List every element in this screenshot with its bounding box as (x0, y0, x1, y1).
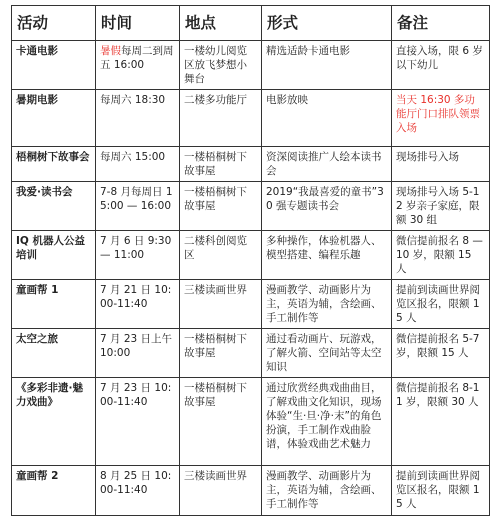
activity-table (11, 5, 490, 516)
table-row (12, 147, 490, 182)
table-row (12, 329, 490, 378)
activity-form: 2019“我最喜爱的童书”30 强专题读书会 (262, 182, 392, 231)
table-row (12, 231, 490, 280)
activity-form: 通过欣赏经典戏曲曲目，了解戏曲文化知识，现场体验“生·旦·净·末”的角色扮演，手工制作戏曲脸谱，体验戏曲艺术魅力 (262, 378, 392, 466)
time-highlight: 暑假 (100, 45, 121, 57)
activity-note: 现场排号入场 (392, 147, 490, 182)
activity-time: 8 月 25 日 10:00-11:40 (96, 466, 180, 516)
activity-place: 一楼梧桐树下故事屋 (180, 378, 262, 466)
header-place: 地点 (180, 6, 262, 41)
activity-time: 每周六 15:00 (96, 147, 180, 182)
table-row (12, 90, 490, 147)
table-row (12, 280, 490, 329)
activity-place: 一楼梧桐树下故事屋 (180, 182, 262, 231)
note-highlight: 当天 16:30 多功能厅门口排队领票入场 (396, 94, 480, 134)
header-form: 形式 (262, 6, 392, 41)
activity-form: 漫画教学、动画影片为主，英语为辅，含绘画、手工制作等 (262, 280, 392, 329)
activity-note: 现场排号入场 5-12 岁亲子家庭，限额 30 组 (392, 182, 490, 231)
activity-name: 梧桐树下故事会 (12, 147, 96, 182)
activity-place: 三楼读画世界 (180, 280, 262, 329)
activity-time: 7 月 23 日上午 10:00 (96, 329, 180, 378)
activity-time: 每周六 18:30 (96, 90, 180, 147)
activity-place: 二楼科创阅览区 (180, 231, 262, 280)
activity-time: 7 月 6 日 9:30 — 11:00 (96, 231, 180, 280)
activity-name: 太空之旅 (12, 329, 96, 378)
activity-form: 多种操作，体验机器人、模型搭建、编程乐趣 (262, 231, 392, 280)
activity-place: 三楼读画世界 (180, 466, 262, 516)
activity-name: IQ 机器人公益培训 (12, 231, 96, 280)
activity-note: 微信提前报名 8 — 10 岁，限额 15 人 (392, 231, 490, 280)
activity-name: 卡通电影 (12, 41, 96, 90)
activity-name: 《多彩非遗·魅力戏曲》 (12, 378, 96, 466)
activity-form: 通过看动画片、玩游戏，了解火箭、空间站等太空知识 (262, 329, 392, 378)
activity-note: 微信提前报名 8-11 岁，限额 30 人 (392, 378, 490, 466)
activity-form: 漫画教学、动画影片为主，英语为辅，含绘画、手工制作等 (262, 466, 392, 516)
activity-place: 二楼多功能厅 (180, 90, 262, 147)
activity-name: 童画帮 2 (12, 466, 96, 516)
activity-time: 7 月 23 日 10:00-11:40 (96, 378, 180, 466)
activity-place: 一楼梧桐树下故事屋 (180, 147, 262, 182)
table-row (12, 378, 490, 466)
activity-time: 7-8 月每周日 15:00 — 16:00 (96, 182, 180, 231)
activity-form: 精选适龄卡通电影 (262, 41, 392, 90)
activity-note: 直接入场，限 6 岁以下幼儿 (392, 41, 490, 90)
activity-note: 提前到读画世界阅览区报名，限额 15 人 (392, 466, 490, 516)
activity-note: 微信提前报名 5-7 岁，限额 15 人 (392, 329, 490, 378)
activity-place: 一楼幼儿阅览区放飞梦想小舞台 (180, 41, 262, 90)
activity-name: 暑期电影 (12, 90, 96, 147)
activity-form: 资深阅读推广人绘本读书会 (262, 147, 392, 182)
time-text: 每周二到周五 16:00 (100, 45, 174, 71)
header-time: 时间 (96, 6, 180, 41)
header-activity: 活动 (12, 6, 96, 41)
table-row (12, 41, 490, 90)
activity-note: 提前到读画世界阅览区报名，限额 15 人 (392, 280, 490, 329)
activity-form: 电影放映 (262, 90, 392, 147)
activity-time: 7 月 21 日 10:00-11:40 (96, 280, 180, 329)
header-note: 备注 (392, 6, 490, 41)
table-row (12, 182, 490, 231)
activity-place: 一楼梧桐树下故事屋 (180, 329, 262, 378)
activity-note (392, 90, 490, 147)
activity-name: 我爱·读书会 (12, 182, 96, 231)
activity-name: 童画帮 1 (12, 280, 96, 329)
activity-time (96, 41, 180, 90)
table-row (12, 466, 490, 516)
table-header-row (12, 6, 490, 41)
